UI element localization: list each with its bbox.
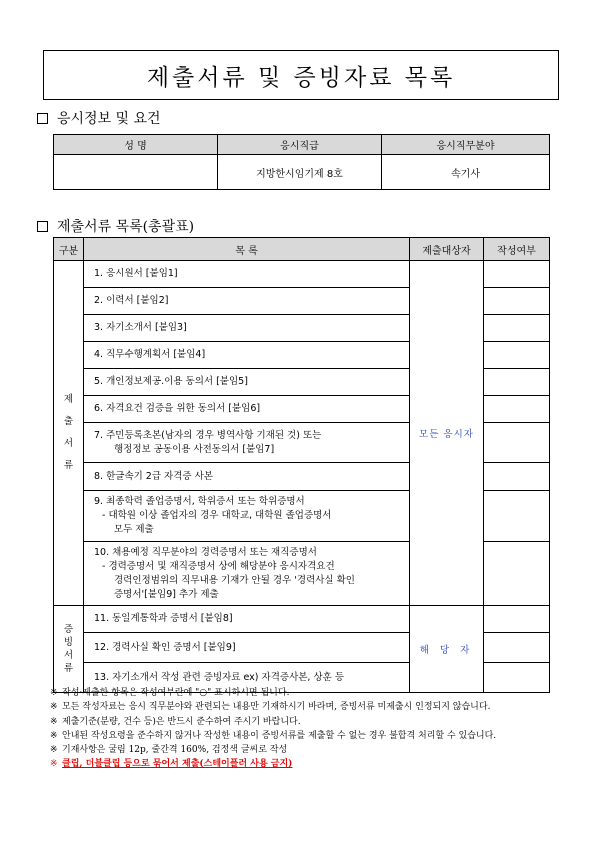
check-cell[interactable] — [484, 288, 550, 315]
check-cell[interactable] — [484, 633, 550, 663]
check-cell[interactable] — [484, 491, 550, 542]
note-item-warning: ※ 클립, 더블클립 등으로 묶어서 제출(스테이플러 사용 금지) — [50, 759, 293, 770]
page-title: 제출서류 및 증빙자료 목록 — [43, 50, 559, 100]
check-cell[interactable] — [484, 396, 550, 423]
note-item: ※ 모든 작성자료는 응시 직무분야와 관련되는 내용만 기재하시기 바라며, 증빙서류 미제출시 인정되지 않습니다. — [50, 702, 491, 713]
value-position: 지방한시임기제 8호 — [218, 155, 382, 190]
note-item: ※ 작성·제출한 항목은 작성여부란에 "○" 표시하시면 됩니다. — [50, 688, 290, 698]
section-applicant-info-label: 응시정보 및 요건 — [57, 111, 161, 127]
check-cell[interactable] — [484, 342, 550, 369]
category-submission: 제 출 서 류 — [54, 261, 84, 606]
list-item: 1. 응시원서 [붙임1] — [84, 261, 410, 288]
note-item: ※ 기재사항은 굴림 12p, 줄간격 160%, 검정색 글씨로 작성 — [50, 745, 288, 756]
header-category: 구분 — [54, 238, 84, 261]
note-item: ※ 제출기준(분량, 건수 등)은 반드시 준수하여 주시기 바랍니다. — [50, 716, 301, 727]
check-cell[interactable] — [484, 315, 550, 342]
value-name[interactable] — [54, 155, 218, 190]
section-documents-label: 제출서류 목록(총괄표) — [57, 219, 195, 235]
header-position: 응시직급 — [218, 135, 382, 155]
list-item: 6. 자격요건 검증을 위한 동의서 [붙임6] — [84, 396, 410, 423]
target-applicable: 해 당 자 — [410, 606, 484, 693]
check-cell[interactable] — [484, 369, 550, 396]
check-cell[interactable] — [484, 463, 550, 491]
list-item: 3. 자기소개서 [붙임3] — [84, 315, 410, 342]
list-item: 11. 동일계통학과 증명서 [붙임8] — [84, 606, 410, 633]
header-name: 성 명 — [54, 135, 218, 155]
list-item: 4. 직무수행계획서 [붙임4] — [84, 342, 410, 369]
section-applicant-info-heading — [37, 108, 161, 128]
list-item: 2. 이력서 [붙임2] — [84, 288, 410, 315]
header-check: 작성여부 — [484, 238, 550, 261]
category-evidence: 증 빙 서 류 — [54, 606, 84, 693]
checkbox-square-icon — [37, 113, 48, 124]
list-item: 7. 주민등록초본(남자의 경우 병역사항 기재된 것) 또는 행정정보 공동이용 사전동의서 [붙임7] — [84, 423, 410, 463]
section-documents-heading — [37, 216, 194, 236]
header-list: 목 록 — [84, 238, 410, 261]
list-item: 13. 자기소개서 작성 관련 증빙자료 ex) 자격증사본, 상훈 등 — [84, 663, 410, 693]
notes — [50, 686, 570, 772]
list-item: 10. 채용예정 직무분야의 경력증명서 또는 재직증명서 - 경력증명서 및 재직증명서 상에 해당분야 응시자격요건 경력인정범위의 직무내용 기재가 안될 경우 '경력사실 확인 증명서'[붙임9] 추가 제출 — [84, 542, 410, 606]
note-item: ※ 안내된 작성요령을 준수하지 않거나 작성한 내용이 증빙서류를 제출할 수 없는 경우 불합격 처리할 수 있습니다. — [50, 730, 497, 741]
check-cell[interactable] — [484, 606, 550, 633]
applicant-info-table — [53, 134, 550, 190]
list-item: 12. 경력사실 확인 증명서 [붙임9] — [84, 633, 410, 663]
target-all-applicants: 모든 응시자 — [410, 261, 484, 606]
value-field: 속기사 — [382, 155, 550, 190]
documents-table — [53, 237, 550, 693]
checkbox-square-icon — [37, 221, 48, 232]
check-cell[interactable] — [484, 261, 550, 288]
list-item: 5. 개인정보제공.이용 동의서 [붙임5] — [84, 369, 410, 396]
header-target: 제출대상자 — [410, 238, 484, 261]
list-item: 8. 한글속기 2급 자격증 사본 — [84, 463, 410, 491]
check-cell[interactable] — [484, 542, 550, 606]
list-item: 9. 최종학력 졸업증명서, 학위증서 또는 학위증명서 - 대학원 이상 졸업자의 경우 대학교, 대학원 졸업증명서 모두 제출 — [84, 491, 410, 542]
check-cell[interactable] — [484, 423, 550, 463]
header-field: 응시직무분야 — [382, 135, 550, 155]
